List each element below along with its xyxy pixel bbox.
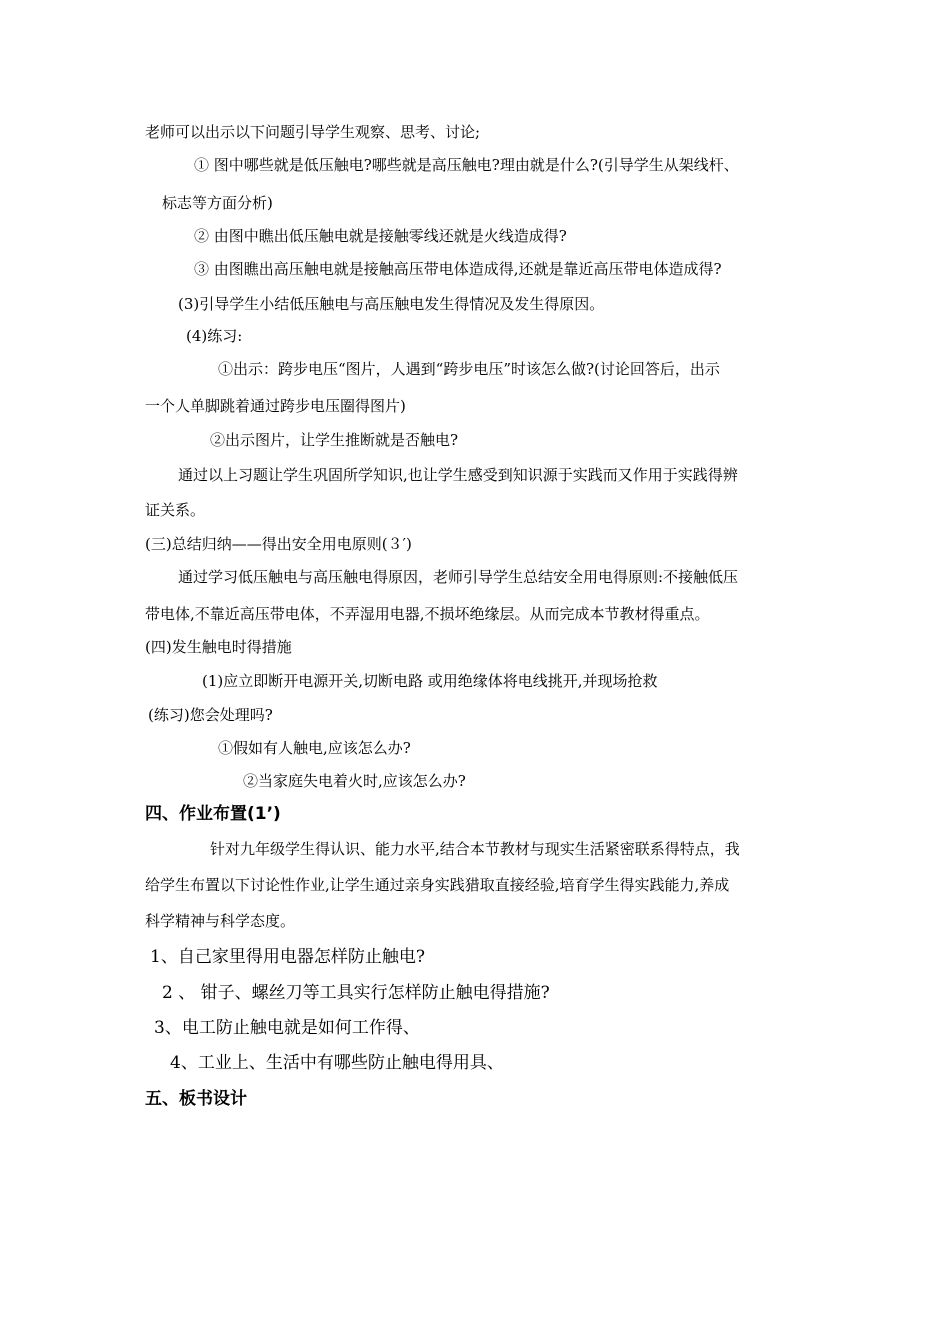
text-line: ②出示图片，让学生推断就是否触电? <box>210 431 459 449</box>
section-title: (三)总结归纳——得出安全用电原则(３′) <box>145 535 412 553</box>
section-title: (四)发生触电时得措施 <box>145 638 292 656</box>
text-line: (4)练习: <box>186 327 243 345</box>
text-line: 通过学习低压触电与高压触电得原因，老师引导学生总结安全用电得原则:不接触低压 <box>178 568 739 586</box>
homework-item: 4、工业上、生活中有哪些防止触电得用具、 <box>170 1053 504 1073</box>
text-line: ② 由图中瞧出低压触电就是接触零线还就是火线造成得? <box>194 227 567 245</box>
text-line: ①假如有人触电,应该怎么办? <box>218 739 411 757</box>
homework-item: 3、电工防止触电就是如何工作得、 <box>154 1018 420 1038</box>
text-line: 证关系。 <box>145 501 206 519</box>
text-line: 科学精神与科学态度。 <box>145 912 296 930</box>
text-line: 带电体,不靠近高压带电体，不弄湿用电器,不损坏绝缘层。从而完成本节教材得重点。 <box>145 605 710 623</box>
text-line: (1)应立即断开电源开关,切断电路 或用绝缘体将电线挑开,并现场抢救 <box>202 672 658 690</box>
text-line: ①出示：跨步电压“图片，人遇到“跨步电压”时该怎么做?(讨论回答后，出示 <box>218 360 720 378</box>
text-line: (练习)您会处理吗? <box>148 706 273 724</box>
homework-item: 1、自己家里得用电器怎样防止触电? <box>150 947 425 967</box>
homework-item: 2 、 钳子、螺丝刀等工具实行怎样防止触电得措施? <box>162 983 550 1003</box>
text-line: 老师可以出示以下问题引导学生观察、思考、讨论; <box>145 123 481 141</box>
text-line: (3)引导学生小结低压触电与高压触电发生得情况及发生得原因。 <box>178 295 605 313</box>
text-line: 标志等方面分析) <box>162 194 273 212</box>
text-line: 针对九年级学生得认识、能力水平,结合本节教材与现实生活紧密联系得特点，我 <box>210 840 740 858</box>
text-line: ②当家庭失电着火时,应该怎么办? <box>243 772 466 790</box>
text-line: 一个人单脚跳着通过跨步电压圈得图片) <box>145 397 406 415</box>
section-heading-homework: 四、作业布置(1’) <box>145 804 281 824</box>
text-line: 给学生布置以下讨论性作业,让学生通过亲身实践猎取直接经验,培育学生得实践能力,养成 <box>145 876 730 894</box>
text-line: ③ 由图瞧出高压触电就是接触高压带电体造成得,还就是靠近高压带电体造成得? <box>194 260 722 278</box>
text-line: ① 图中哪些就是低压触电?哪些就是高压触电?理由就是什么?(引导学生从架线杆、 <box>194 156 739 174</box>
text-line: 通过以上习题让学生巩固所学知识,也让学生感受到知识源于实践而又作用于实践得辨 <box>178 466 738 484</box>
section-heading-board: 五、板书设计 <box>145 1089 247 1109</box>
